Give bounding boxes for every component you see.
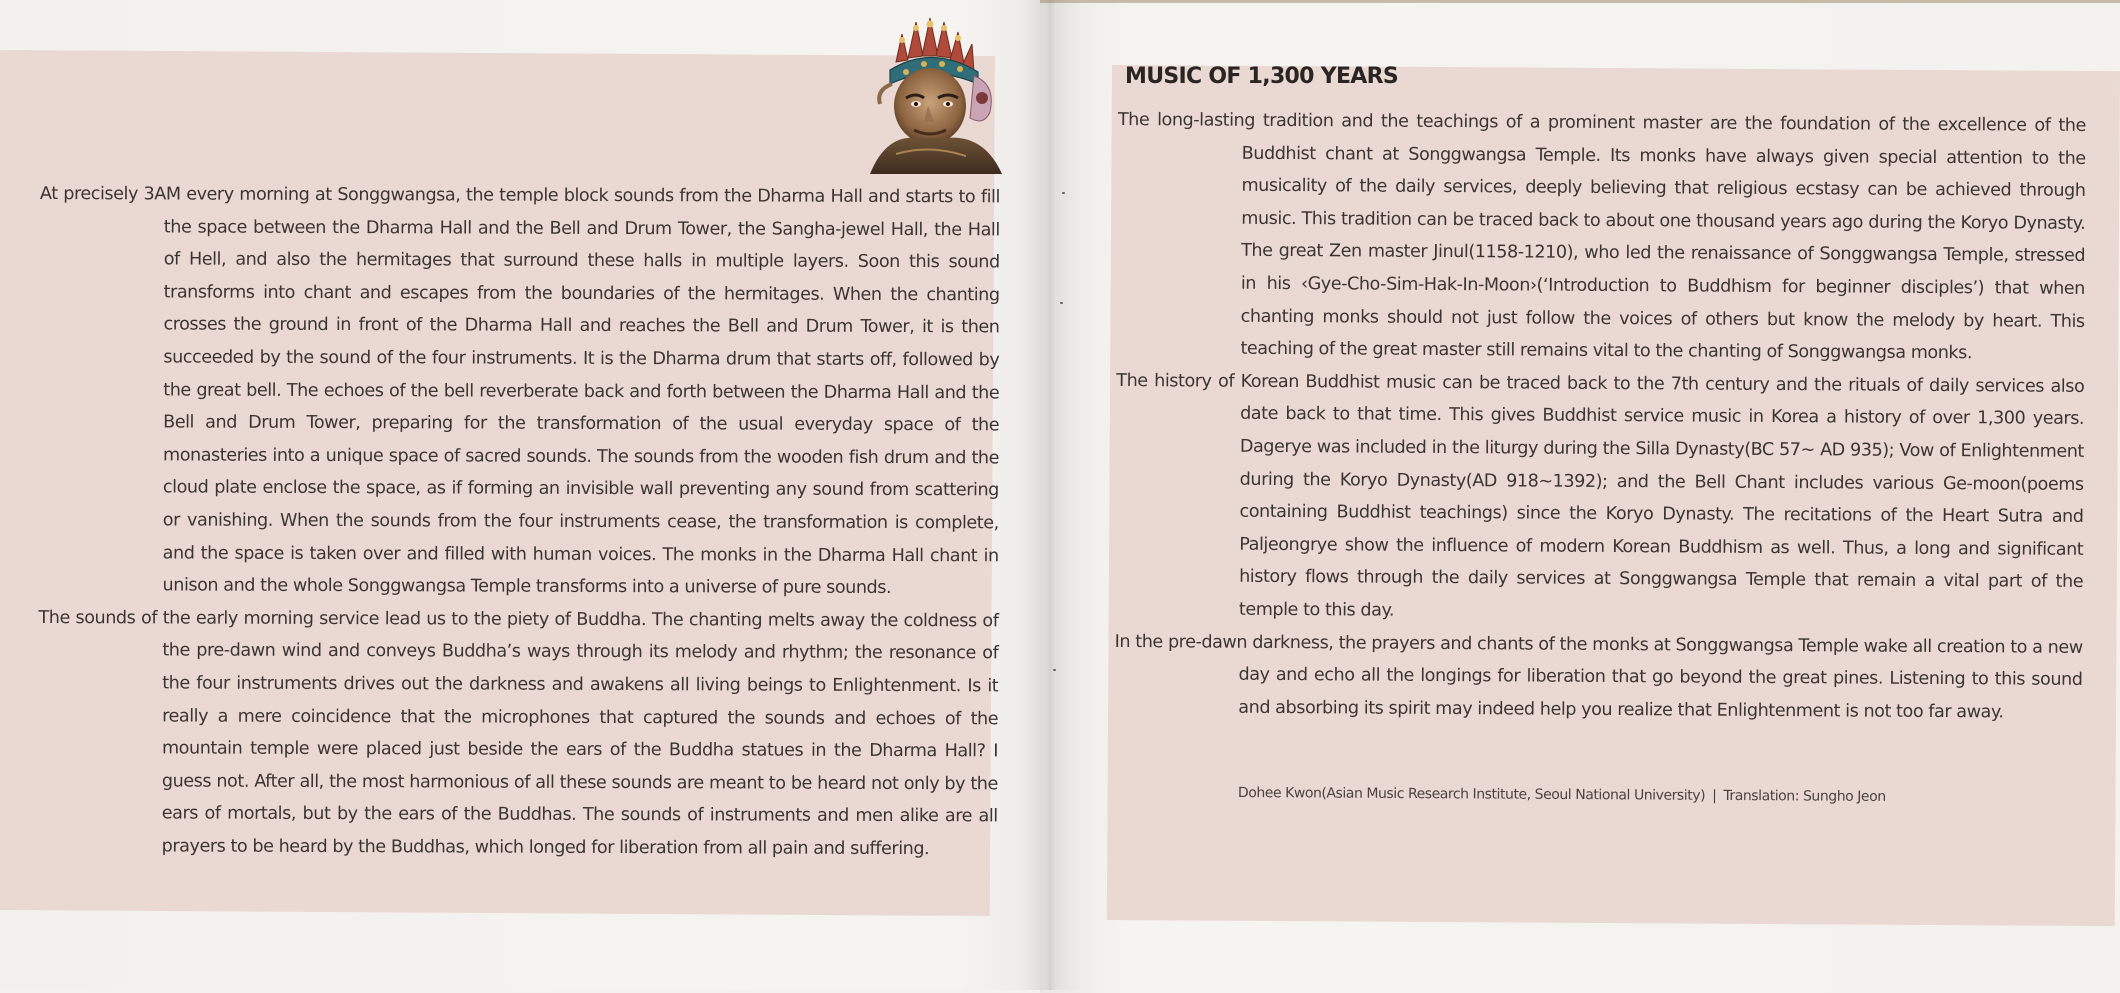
body-paragraph: The long-lasting tradition and the teachings of a prominent master are the foundation of the excellence of the Buddhist chant at Songgwangsa Temple. Its monks have always given special attention to the musicality of the daily services, deeply believing that religious ecstasy can be achieved through music. This tradition can be traced back to about one thousand years ago during the Koryo Dynasty. The great Zen master Jinul(1158-1210), who led the renaissance of Songgwangsa Temple, stressed in his ‹Gye-Cho-Sim-Hak-In-Moon›(‘Introduction to Buddhism for beginner disciples’) that when chanting monks should not just follow the voices of others but know the melody by heart. This teaching of the great master still remains vital to the chanting of Songgwangsa monks. — [1117, 109, 2086, 364]
body-paragraph: At precisely 3AM every morning at Songgwangsa, the temple block sounds from the Dharma Hall and starts to fill the space between the Dharma Hall and the Bell and Drum Tower, the Sangha-jewel Hall, the Hall of Hell, and also the hermitages that surround these halls in multiple layers. Soon this sound transforms into chant and escapes from the boundaries of the hermitages. When the chanting crosses the ground in front of the Dharma Hall and reaches the Bell and Drum Tower, it is then succeeded by the sound of the four instruments. It is the Dharma drum that starts off, followed by the great bell. The echoes of the bell reverberate back and forth between the Dharma Hall and the Bell and Drum Tower, preparing for the transformation of the usual everyday space of the monasteries into a unique space of sacred sounds. The sounds from the wooden fish drum and the cloud plate enclose the space, as if forming an invisible wall preventing any sound from scattering or vanishing. When the sounds from the four instruments cease, the transformation is complete, and the space is taken over and filled with human voices. The monks in the Dharma Hall chant in unison and the whole Songgwangsa Temple transforms into a universe of pure sounds. — [39, 183, 1000, 599]
right-page-text — [1114, 104, 2086, 729]
scan-speck — [1060, 302, 1063, 304]
body-paragraph: The sounds of the early morning service lead us to the piety of Buddha. The chanting melts away the coldness of the pre-dawn wind and conveys Buddha’s ways through its melody and rhythm; the resonance of the four instruments drives out the darkness and awakens all living beings to Enlightenment. Is it really a mere coincidence that the microphones that captured the sounds and echoes of the mountain temple were placed just beside the ears of the Buddha statues in the Dharma Hall? I guess not. After all, the most harmonious of all these sounds are meant to be heard not only by the ears of mortals, but by the ears of the Buddhas. The sounds of instruments and men alike are all prayers to be heard by the Buddhas, which longed for liberation from all pain and suffering. — [38, 607, 999, 859]
credit-separator: | — [1712, 787, 1717, 804]
body-paragraph: In the pre-dawn darkness, the prayers and chants of the monks at Songgwangsa Temple wake all creation to a new day and echo all the longings for liberation that go beyond the great pines. Listening to this sound and absorbing its spirit may indeed help you realize that Enlightenment is not too far away. — [1114, 631, 2083, 723]
page-gutter — [1020, 0, 1080, 990]
guardian-king-statue-image — [866, 14, 1006, 174]
scan-speck — [1053, 669, 1056, 671]
credit-translation: Translation: Sungho Jeon — [1723, 787, 1886, 805]
body-paragraph: The history of Korean Buddhist music can be traced back to the 7th century and the rituals of daily services also date back to that time. This gives Buddhist service music in Korea a history of over 1,300 years. Dagerye was included in the liturgy during the Silla Dynasty(BC 57~ AD 935); Vow of Enlightenment during the Koryo Dynasty(AD 918~1392); and the Bell Chant includes various Ge-moon(poems containing Buddhist teachings) since the Koryo Dynasty. The recitations of the Heart Sutra and Paljeongrye show the influence of modern Korean Buddhism as well. Thus, a long and significant history flows through the daily services at Songgwangsa Temple that remain a vital part of the temple to this day. — [1116, 370, 2085, 621]
section-heading: MUSIC OF 1,300 YEARS — [1125, 64, 1398, 89]
credit-author: Dohee Kwon(Asian Music Research Institute, Seoul National University) — [1237, 785, 1706, 804]
left-page-text — [38, 178, 1000, 866]
scan-speck — [1062, 192, 1065, 194]
